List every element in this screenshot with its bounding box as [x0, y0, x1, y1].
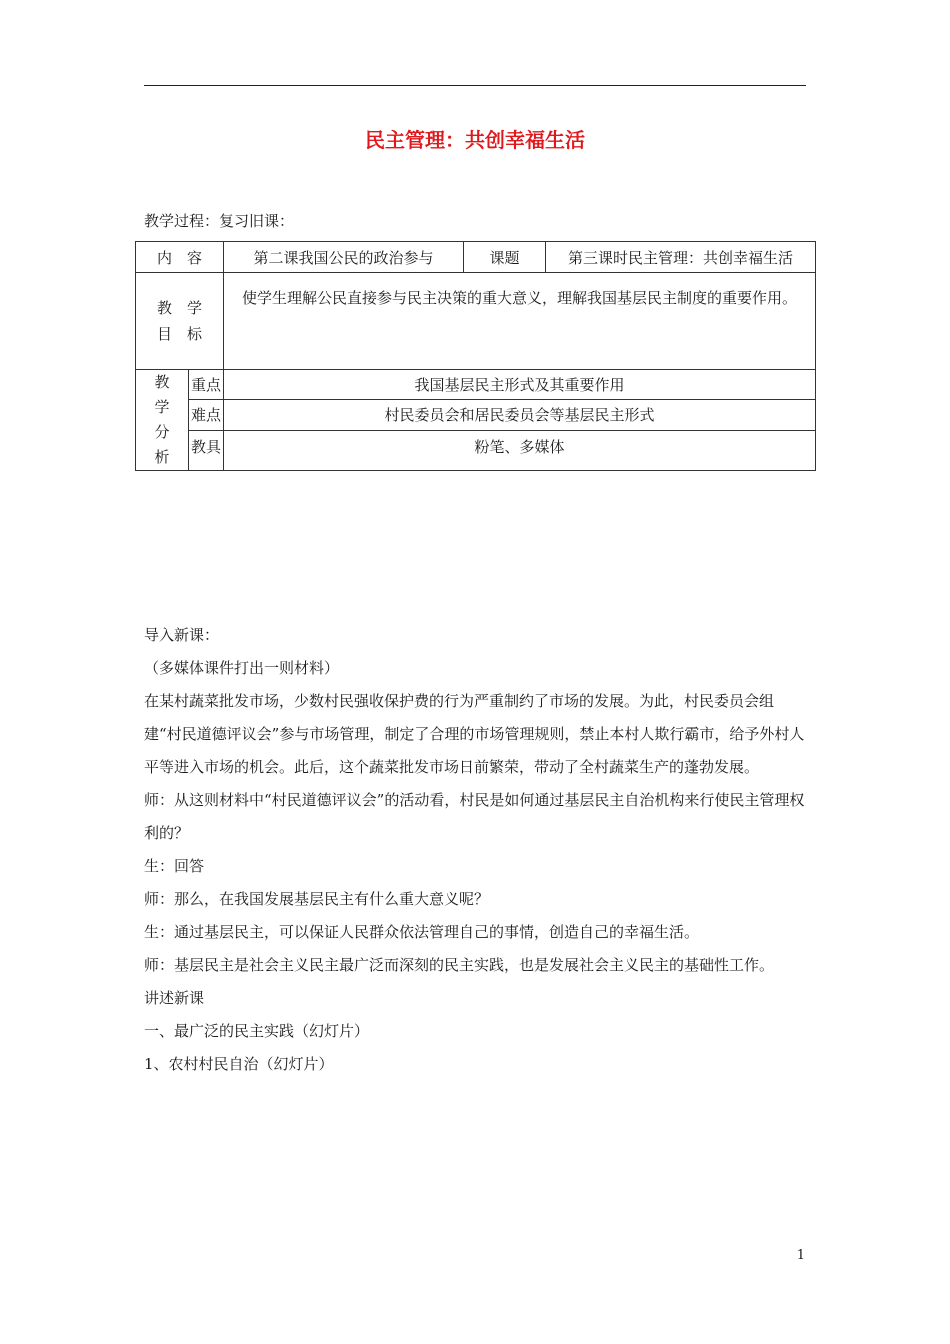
- process-label: 教学过程：复习旧课：: [144, 212, 295, 230]
- material-note: （多媒体课件打出一则材料）: [144, 659, 340, 677]
- header-rule: [144, 85, 806, 86]
- topic-label: 课题: [464, 242, 546, 273]
- section-heading-1: 一、最广泛的民主实践（幻灯片）: [144, 1022, 370, 1040]
- difficulty-label: 难点: [189, 400, 224, 430]
- topic-value: 第三课时民主管理：共创幸福生活: [546, 242, 816, 273]
- material-paragraph: 在某村蔬菜批发市场，少数村民强收保护费的行为严重制约了市场的发展。为此，村民委员会组建“村民道德评议会”参与市场管理，制定了合理的市场管理规则，禁止本村人欺行霸市，给予外村人平等进入市场的机会。此后，这个蔬菜批发市场日前繁荣，带动了全村蔬菜生产的蓬勃发展。: [144, 692, 805, 776]
- content-value: 第二课我国公民的政治参与: [224, 242, 464, 273]
- lesson-info-table: [135, 241, 816, 471]
- key-point-value: 我国基层民主形式及其重要作用: [224, 370, 816, 400]
- content-label: 内 容: [136, 242, 224, 273]
- teacher-question: 师：从这则材料中“村民道德评议会”的活动看，村民是如何通过基层民主自治机构来行使民主管理权利的？: [144, 791, 805, 842]
- goal-value: 使学生理解公民直接参与民主决策的重大意义，理解我国基层民主制度的重要作用。: [224, 273, 816, 370]
- tools-label: 教具: [189, 430, 224, 470]
- tools-value: 粉笔、多媒体: [224, 430, 816, 470]
- student-answer-2: 生：通过基层民主，可以保证人民群众依法管理自己的事情，创造自己的幸福生活。: [144, 923, 700, 941]
- page-number: 1: [796, 1248, 805, 1263]
- key-point-label: 重点: [189, 370, 224, 400]
- document-title: 民主管理：共创幸福生活: [365, 128, 585, 152]
- new-lesson-heading: 讲述新课: [144, 989, 205, 1007]
- subsection-heading-1: 1、农村村民自治（幻灯片）: [144, 1055, 334, 1073]
- difficulty-value: 村民委员会和居民委员会等基层民主形式: [224, 400, 816, 430]
- section-intro: 导入新课：: [144, 626, 220, 644]
- lesson-body: [144, 619, 808, 1081]
- analysis-label: 教 学 分 析: [136, 370, 189, 471]
- student-answer: 生：回答: [144, 857, 205, 875]
- teacher-question-2: 师：那么，在我国发展基层民主有什么重大意义呢？: [144, 890, 490, 908]
- goal-label: 教 学 目 标: [136, 273, 224, 370]
- teacher-summary: 师：基层民主是社会主义民主最广泛而深刻的民主实践，也是发展社会主义民主的基础性工作。: [144, 956, 775, 974]
